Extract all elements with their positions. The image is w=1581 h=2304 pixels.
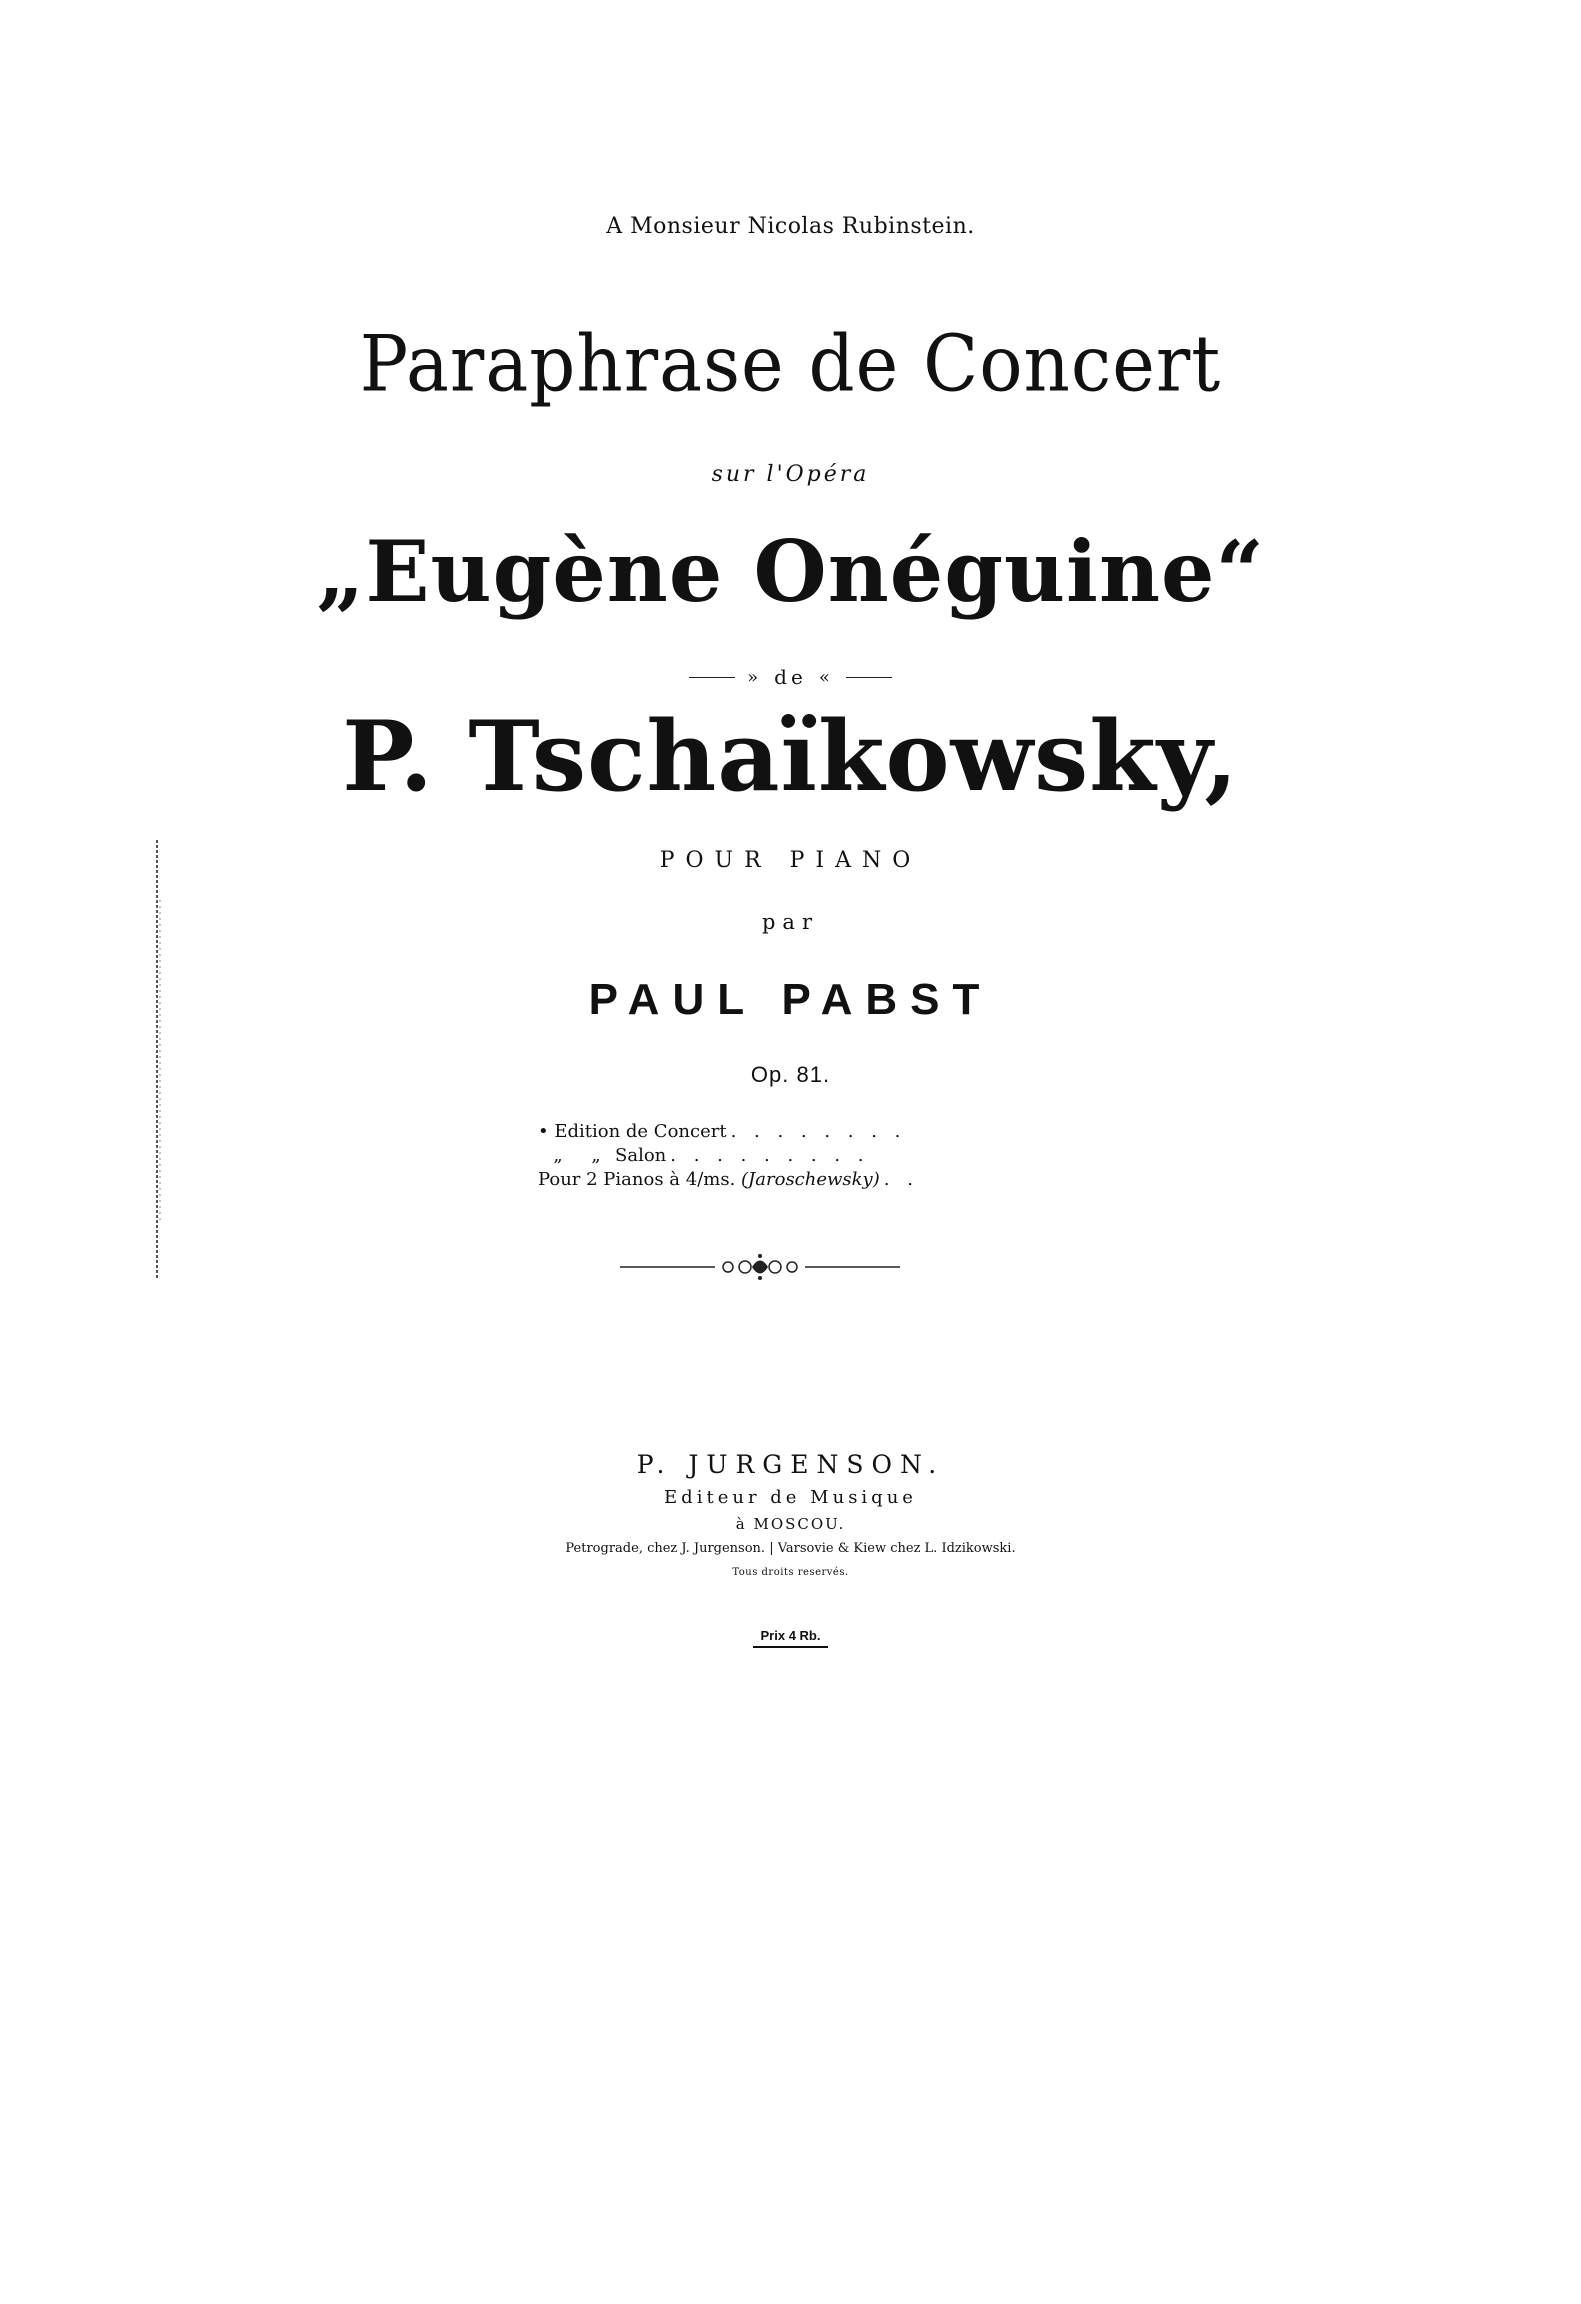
subtitle: sur l'Opéra — [711, 462, 870, 487]
dedication: A Monsieur Nicolas Rubinstein. — [606, 214, 975, 239]
arrow-left-icon: « — [818, 666, 834, 688]
opera-title: „Eugène Onéguine“ — [316, 522, 1265, 621]
de-label: de — [774, 665, 807, 689]
binding-edge-marks — [152, 840, 162, 1280]
rights-notice: Tous droits reservés. — [732, 1567, 849, 1578]
arranger-name: PAUL PABST — [588, 975, 993, 1024]
publisher-city: à MOSCOU. — [735, 1515, 846, 1533]
arrow-right-icon: » — [747, 666, 763, 688]
edition-two-pianos: Pour 2 Pianos à 4/ms. (Jaroschewsky) . . — [538, 1169, 919, 1190]
opus-number: Op. 81. — [750, 1062, 831, 1087]
work-title: Paraphrase de Concert — [359, 318, 1222, 409]
price-label: Prix 4 Rb. — [753, 1628, 829, 1648]
composer-name: P. Tschaïkowsky, — [342, 700, 1239, 813]
bullet-icon: • — [538, 1121, 555, 1142]
rule-left — [689, 677, 735, 678]
par-label: par — [761, 910, 819, 934]
de-separator — [0, 662, 1581, 692]
publisher-branches: Petrograde, chez J. Jurgenson. | Varsovie & Kiew chez L. Idzikowski. — [565, 1541, 1016, 1556]
rule-right — [846, 677, 892, 678]
instrument: POUR PIANO — [659, 848, 922, 873]
publisher-name: P. JURGENSON. — [636, 1450, 945, 1479]
editions-list — [538, 1120, 968, 1192]
ornament-divider-icon — [620, 1252, 900, 1282]
publisher-role: Editeur de Musique — [664, 1487, 917, 1508]
price — [0, 1628, 1581, 1648]
edition-concert: • Edition de Concert . . . . . . . . — [538, 1121, 907, 1142]
edition-salon: „ „ Salon . . . . . . . . . — [553, 1145, 870, 1166]
